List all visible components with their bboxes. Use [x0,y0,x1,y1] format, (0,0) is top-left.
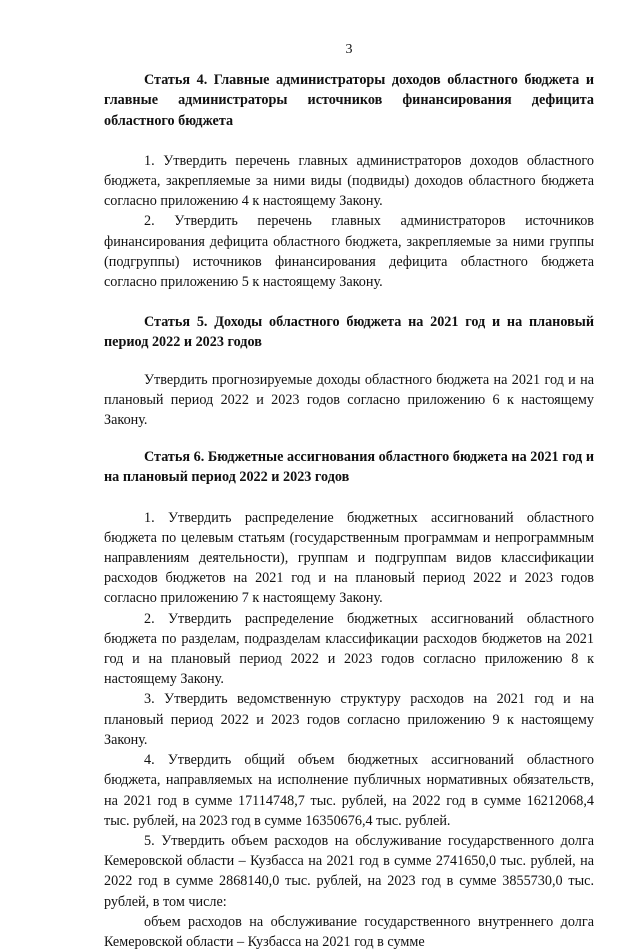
article-6-paragraph-4: 4. Утвердить общий объем бюджетных ассигнований областного бюджета, направляемых на исполнение публичных нормативных обязательств, на 2021 год в сумме 17114748,7 тыс. рублей, на 2022 год в сумме 16212068,4 тыс. рублей, на 2023 год в сумме 16350676,4 тыс. рублей. [104,752,594,829]
article-6-paragraph-3: 3. Утвердить ведомственную структуру расходов на 2021 год и на плановый период 2022 и 2023 годов согласно приложению 9 к настоящему Закону. [104,691,594,748]
article-4-heading: Статья 4. Главные администраторы доходов областного бюджета и главные администраторы источников финансирования дефицита областного бюджета [104,72,594,129]
article-6-paragraph-2: 2. Утвердить распределение бюджетных ассигнований областного бюджета по разделам, подразделам классификации расходов бюджетов на 2021 год и на плановый период 2022 и 2023 годов согласно приложению 8 к настоящему Закону. [104,610,594,688]
article-4-paragraph-1: 1. Утвердить перечень главных администраторов доходов областного бюджета, закрепляемые за ними виды (подвиды) доходов областного бюджета согласно приложению 4 к настоящему Закону. [104,152,594,210]
article-5-paragraph-1: Утвердить прогнозируемые доходы областного бюджета на 2021 год и на плановый период 2022 и 2023 годов согласно приложению 6 к настоящему Закону. [104,371,594,429]
article-4-paragraph-2: 2. Утвердить перечень главных администраторов источников финансирования дефицита областного бюджета, закрепляемые за ними группы (подгруппы) источников финансирования дефицита областного бюджета согласно приложению 5 к настоящему Закону. [104,213,594,291]
article-6-paragraph-5: 5. Утвердить объем расходов на обслуживание государственного долга Кемеровской области – Кузбасса на 2021 год в сумме 2741650,0 тыс. рублей, на 2022 год в сумме 2868140,0 тыс. рублей, на 2023 год в сумме 3855730,0 тыс. рублей, в том числе: [104,832,594,910]
article-5-heading: Статья 5. Доходы областного бюджета на 2021 год и на плановый период 2022 и 2023 годов [104,314,594,351]
article-6-paragraph-1: 1. Утвердить распределение бюджетных ассигнований областного бюджета по целевым статьям (государственным программам и непрограммным направлениям деятельности), группам и подгруппам видов классификации расходов бюджетов на 2021 год и на плановый период 2022 и 2023 годов согласно приложению 7 к настоящему Закону. [104,509,594,607]
page-number: 3 [345,42,353,57]
article-6-heading: Статья 6. Бюджетные ассигнования областного бюджета на 2021 год и на плановый период 2022 и 2023 годов [104,449,594,486]
article-6-paragraph-6: объем расходов на обслуживание государственного внутреннего долга Кемеровской области – Кузбасса на 2021 год в сумме [104,913,594,950]
